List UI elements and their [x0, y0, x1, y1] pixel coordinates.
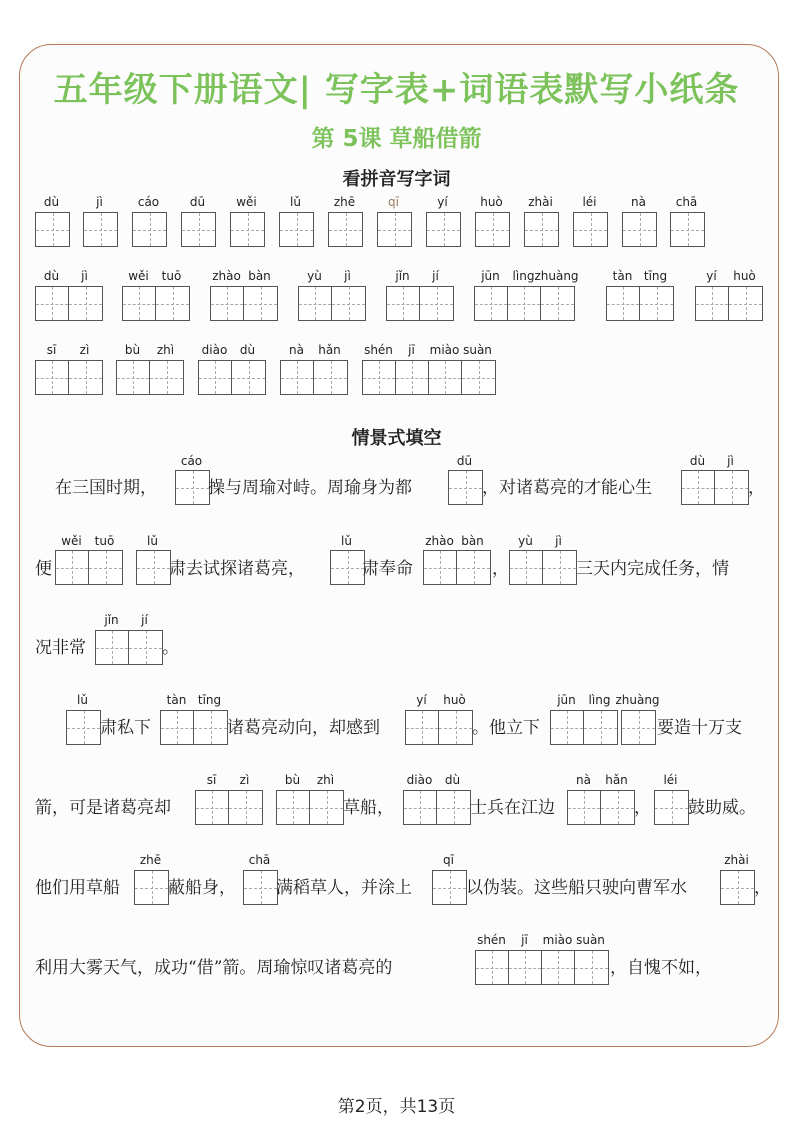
pinyin-label: dù — [239, 343, 256, 357]
passage-text: 在三国时期， — [55, 478, 157, 498]
grid-cell[interactable] — [640, 287, 673, 320]
grid-cell[interactable] — [332, 287, 365, 320]
pinyin-label: miào — [429, 343, 460, 357]
pinyin-label: dū — [456, 454, 473, 468]
pinyin-label: tīng — [643, 269, 668, 283]
fill-blank-grid[interactable] — [405, 710, 473, 745]
grid-cell[interactable] — [622, 711, 655, 744]
fill-blank-grid[interactable] — [720, 870, 755, 905]
grid-cell[interactable] — [378, 213, 411, 246]
grid-cell[interactable] — [721, 871, 754, 904]
pinyin-label: zì — [79, 343, 90, 357]
char-grid[interactable] — [475, 212, 510, 247]
pinyin-label: chā — [248, 853, 271, 867]
grid-cell[interactable] — [310, 791, 343, 824]
grid-cell[interactable] — [150, 361, 183, 394]
grid-cell[interactable] — [476, 213, 509, 246]
fill-blank-grid[interactable] — [195, 790, 263, 825]
pinyin-label: lǔ — [290, 195, 301, 209]
pinyin-label: zhē — [139, 853, 162, 867]
passage-text: ， — [748, 478, 765, 498]
grid-cell[interactable] — [541, 287, 574, 320]
grid-cell[interactable] — [176, 471, 209, 504]
pinyin-label: lìng — [588, 693, 611, 707]
passage-text: ， — [754, 878, 771, 898]
pinyin-label: chā — [675, 195, 698, 209]
fill-blank-grid[interactable] — [654, 790, 689, 825]
grid-cell[interactable] — [363, 361, 396, 394]
pinyin-label: lǔ — [341, 534, 352, 548]
pinyin-label: yù — [518, 534, 533, 548]
pinyin-label: huò — [733, 269, 756, 283]
passage-text: ， — [634, 798, 651, 818]
grid-cell[interactable] — [429, 361, 462, 394]
grid-cell[interactable] — [525, 213, 558, 246]
fill-blank-grid[interactable] — [55, 550, 123, 585]
passage-text: 要造十万支 — [657, 718, 742, 738]
pinyin-label: jī — [408, 343, 415, 357]
pinyin-label: sī — [46, 343, 57, 357]
passage-text: ， — [492, 559, 509, 579]
passage-text: 他们用草船 — [35, 878, 120, 898]
grid-cell[interactable] — [387, 287, 420, 320]
pinyin-label: yí — [437, 195, 448, 209]
grid-cell[interactable] — [715, 471, 748, 504]
grid-cell[interactable] — [299, 287, 332, 320]
grid-cell[interactable] — [231, 213, 264, 246]
fill-blank-grid[interactable] — [95, 630, 163, 665]
grid-cell[interactable] — [449, 471, 482, 504]
pinyin-label: jí — [141, 613, 148, 627]
grid-cell[interactable] — [543, 551, 576, 584]
pinyin-label: qī — [443, 853, 454, 867]
pinyin-label: jì — [555, 534, 562, 548]
pinyin-label: shén — [364, 343, 393, 357]
grid-cell[interactable] — [161, 711, 194, 744]
pinyin-label: suàn — [576, 933, 605, 947]
passage-text: 蔽船身， — [168, 878, 236, 898]
pinyin-label: jì — [727, 454, 734, 468]
grid-cell[interactable] — [568, 791, 601, 824]
pinyin-label: dù — [43, 269, 60, 283]
pinyin-label: huò — [480, 195, 503, 209]
grid-cell[interactable] — [135, 871, 168, 904]
passage-text: ，对诸葛亮的才能心生 — [482, 478, 652, 498]
char-grid[interactable] — [524, 212, 559, 247]
passage-text: 况非常 — [35, 638, 86, 658]
pinyin-label: wěi — [61, 534, 82, 548]
passage-text: 。 — [162, 638, 179, 658]
pinyin-label: jǐn — [104, 613, 119, 627]
word-grid[interactable] — [298, 286, 366, 321]
grid-cell[interactable] — [69, 361, 102, 394]
char-grid[interactable] — [573, 212, 608, 247]
pinyin-label: bàn — [461, 534, 484, 548]
fill-blank-grid[interactable] — [621, 710, 656, 745]
page-number: 第2页，共13页 — [337, 1097, 456, 1117]
char-grid[interactable] — [622, 212, 657, 247]
fill-blank-grid[interactable] — [403, 790, 471, 825]
grid-cell[interactable] — [462, 361, 495, 394]
passage-text: 草船， — [343, 798, 394, 818]
word-grid[interactable] — [198, 360, 266, 395]
pinyin-label: diào — [201, 343, 228, 357]
pinyin-label: dù — [689, 454, 706, 468]
grid-cell[interactable] — [671, 213, 704, 246]
grid-cell[interactable] — [427, 213, 460, 246]
grid-cell[interactable] — [551, 711, 584, 744]
grid-cell[interactable] — [89, 551, 122, 584]
pinyin-label: nà — [289, 343, 304, 357]
passage-text: 肃私下 — [100, 718, 151, 738]
grid-cell[interactable] — [729, 287, 762, 320]
grid-cell[interactable] — [194, 711, 227, 744]
grid-cell[interactable] — [424, 551, 457, 584]
char-grid[interactable] — [426, 212, 461, 247]
fill-blank-grid[interactable] — [432, 870, 467, 905]
grid-cell[interactable] — [277, 791, 310, 824]
grid-cell[interactable] — [396, 361, 429, 394]
pinyin-label: cáo — [180, 454, 203, 468]
passage-text: 操与周瑜对峙。周瑜身为都 — [208, 478, 412, 498]
word-grid[interactable] — [35, 286, 103, 321]
passage-text: ，自愧不如， — [610, 958, 712, 978]
passage-text: 箭，可是诸葛亮却 — [35, 798, 171, 818]
fill-blank-grid[interactable] — [423, 550, 491, 585]
word-grid[interactable] — [474, 286, 575, 321]
char-grid[interactable] — [132, 212, 167, 247]
pinyin-label: diào — [406, 773, 433, 787]
grid-cell[interactable] — [475, 287, 508, 320]
pinyin-label: hǎn — [318, 343, 341, 357]
grid-cell[interactable] — [623, 213, 656, 246]
fill-blank-grid[interactable] — [160, 710, 228, 745]
page-title: 五年级下册语文| 写字表+词语表默写小纸条 — [53, 70, 740, 110]
pinyin-label: dù — [444, 773, 461, 787]
passage-text: 以伪装。这些船只驶向曹军水 — [466, 878, 687, 898]
word-grid[interactable] — [35, 360, 103, 395]
pinyin-label: jūn — [481, 269, 500, 283]
grid-cell[interactable] — [280, 213, 313, 246]
grid-cell[interactable] — [433, 871, 466, 904]
grid-cell[interactable] — [36, 213, 69, 246]
passage-text: 利用大雾天气，成功“借”箭。周瑜惊叹诸葛亮的 — [35, 958, 393, 978]
pinyin-label: zhào — [212, 269, 241, 283]
char-grid[interactable] — [35, 212, 70, 247]
grid-cell[interactable] — [508, 287, 541, 320]
pinyin-label: jì — [81, 269, 88, 283]
grid-cell[interactable] — [682, 471, 715, 504]
pinyin-label: jūn — [557, 693, 576, 707]
fill-blank-grid[interactable] — [448, 470, 483, 505]
pinyin-label: miào — [542, 933, 573, 947]
pinyin-label: lǔ — [147, 534, 158, 548]
grid-cell[interactable] — [331, 551, 364, 584]
pinyin-label: zhì — [156, 343, 175, 357]
pinyin-label: zì — [239, 773, 250, 787]
word-grid[interactable] — [116, 360, 184, 395]
pinyin-label: cáo — [137, 195, 160, 209]
grid-cell[interactable] — [439, 711, 472, 744]
pinyin-label: jì — [96, 195, 103, 209]
grid-cell[interactable] — [182, 213, 215, 246]
pinyin-label: yí — [706, 269, 717, 283]
grid-cell[interactable] — [314, 361, 347, 394]
grid-cell[interactable] — [196, 791, 229, 824]
fill-blank-grid[interactable] — [330, 550, 365, 585]
grid-cell[interactable] — [542, 951, 575, 984]
fill-blank-grid[interactable] — [681, 470, 749, 505]
fill-blank-grid[interactable] — [475, 950, 609, 985]
char-grid[interactable] — [83, 212, 118, 247]
grid-cell[interactable] — [129, 631, 162, 664]
passage-text: 肃去试探诸葛亮， — [169, 559, 305, 579]
pinyin-label: bù — [284, 773, 301, 787]
passage-text: 。他立下 — [472, 718, 540, 738]
word-grid[interactable] — [280, 360, 348, 395]
grid-cell[interactable] — [117, 361, 150, 394]
char-grid[interactable] — [181, 212, 216, 247]
grid-cell[interactable] — [584, 711, 617, 744]
char-grid[interactable] — [328, 212, 363, 247]
passage-text: 诸葛亮动向，却感到 — [227, 718, 380, 738]
pinyin-label: zhào — [425, 534, 454, 548]
grid-cell[interactable] — [211, 287, 244, 320]
grid-cell[interactable] — [420, 287, 453, 320]
char-grid[interactable] — [279, 212, 314, 247]
grid-cell[interactable] — [404, 791, 437, 824]
pinyin-label: nà — [631, 195, 646, 209]
pinyin-label: lǔ — [77, 693, 88, 707]
grid-cell[interactable] — [36, 361, 69, 394]
fill-blank-grid[interactable] — [136, 550, 171, 585]
grid-cell[interactable] — [69, 287, 102, 320]
word-grid[interactable] — [695, 286, 763, 321]
grid-cell[interactable] — [574, 213, 607, 246]
grid-cell[interactable] — [655, 791, 688, 824]
grid-cell[interactable] — [510, 551, 543, 584]
pinyin-label: tàn — [612, 269, 633, 283]
pinyin-label: zhài — [528, 195, 553, 209]
pinyin-label: hǎn — [605, 773, 628, 787]
grid-cell[interactable] — [156, 287, 189, 320]
grid-cell[interactable] — [575, 951, 608, 984]
grid-cell[interactable] — [36, 287, 69, 320]
char-grid[interactable] — [377, 212, 412, 247]
pinyin-label: jǐn — [395, 269, 410, 283]
section-title-fill: 情景式填空 — [351, 428, 442, 449]
pinyin-label: zhài — [724, 853, 749, 867]
char-grid[interactable] — [230, 212, 265, 247]
pinyin-label: dù — [43, 195, 60, 209]
grid-cell[interactable] — [199, 361, 232, 394]
grid-cell[interactable] — [56, 551, 89, 584]
pinyin-label: shén — [477, 933, 506, 947]
pinyin-label: yù — [307, 269, 322, 283]
fill-blank-grid[interactable] — [276, 790, 344, 825]
passage-text: 便 — [35, 559, 52, 579]
fill-blank-grid[interactable] — [134, 870, 169, 905]
fill-blank-grid[interactable] — [567, 790, 635, 825]
grid-cell[interactable] — [123, 287, 156, 320]
grid-cell[interactable] — [229, 791, 262, 824]
grid-cell[interactable] — [133, 213, 166, 246]
passage-text: 三天内完成任务，情 — [576, 559, 729, 579]
pinyin-label: tuō — [94, 534, 115, 548]
pinyin-label: bàn — [248, 269, 271, 283]
fill-blank-grid[interactable] — [243, 870, 278, 905]
pinyin-label: yí — [416, 693, 427, 707]
grid-cell[interactable] — [67, 711, 100, 744]
grid-cell[interactable] — [696, 287, 729, 320]
grid-cell[interactable] — [84, 213, 117, 246]
word-grid[interactable] — [386, 286, 454, 321]
pinyin-label: nà — [576, 773, 591, 787]
fill-blank-grid[interactable] — [509, 550, 577, 585]
lesson-title: 第 5课 草船借箭 — [311, 126, 482, 152]
pinyin-label: qī — [388, 195, 399, 209]
pinyin-label: tàn — [166, 693, 187, 707]
grid-cell[interactable] — [96, 631, 129, 664]
passage-text: 鼓助威。 — [688, 798, 756, 818]
section-title-pinyin: 看拼音写字词 — [342, 169, 451, 190]
pinyin-label: dū — [189, 195, 206, 209]
passage-text: 士兵在江边 — [470, 798, 555, 818]
fill-blank-grid[interactable] — [175, 470, 210, 505]
fill-blank-grid[interactable] — [66, 710, 101, 745]
fill-blank-grid[interactable] — [550, 710, 618, 745]
pinyin-label: zhē — [333, 195, 356, 209]
grid-cell[interactable] — [607, 287, 640, 320]
grid-cell[interactable] — [244, 871, 277, 904]
passage-text: 满稻草人，并涂上 — [276, 878, 412, 898]
grid-cell[interactable] — [281, 361, 314, 394]
pinyin-label: zhuàng — [534, 269, 579, 283]
pinyin-label: tuō — [161, 269, 182, 283]
grid-cell[interactable] — [137, 551, 170, 584]
pinyin-label: zhì — [316, 773, 335, 787]
word-grid[interactable] — [606, 286, 674, 321]
grid-cell[interactable] — [601, 791, 634, 824]
char-grid[interactable] — [670, 212, 705, 247]
pinyin-label: léi — [582, 195, 597, 209]
pinyin-label: léi — [663, 773, 678, 787]
grid-cell[interactable] — [509, 951, 542, 984]
pinyin-label: suàn — [463, 343, 492, 357]
word-grid[interactable] — [210, 286, 278, 321]
grid-cell[interactable] — [232, 361, 265, 394]
pinyin-label: wěi — [236, 195, 257, 209]
pinyin-label: zhuàng — [615, 693, 660, 707]
pinyin-label: wěi — [128, 269, 149, 283]
passage-text: 肃奉命 — [362, 559, 413, 579]
pinyin-label: lìng — [512, 269, 535, 283]
grid-cell[interactable] — [406, 711, 439, 744]
grid-cell[interactable] — [437, 791, 470, 824]
grid-cell[interactable] — [476, 951, 509, 984]
word-grid[interactable] — [362, 360, 496, 395]
pinyin-label: huò — [443, 693, 466, 707]
grid-cell[interactable] — [329, 213, 362, 246]
grid-cell[interactable] — [244, 287, 277, 320]
pinyin-label: bù — [124, 343, 141, 357]
grid-cell[interactable] — [457, 551, 490, 584]
pinyin-label: sī — [206, 773, 217, 787]
pinyin-label: tīng — [197, 693, 222, 707]
pinyin-label: jí — [432, 269, 439, 283]
pinyin-label: jì — [344, 269, 351, 283]
pinyin-label: jī — [521, 933, 528, 947]
word-grid[interactable] — [122, 286, 190, 321]
